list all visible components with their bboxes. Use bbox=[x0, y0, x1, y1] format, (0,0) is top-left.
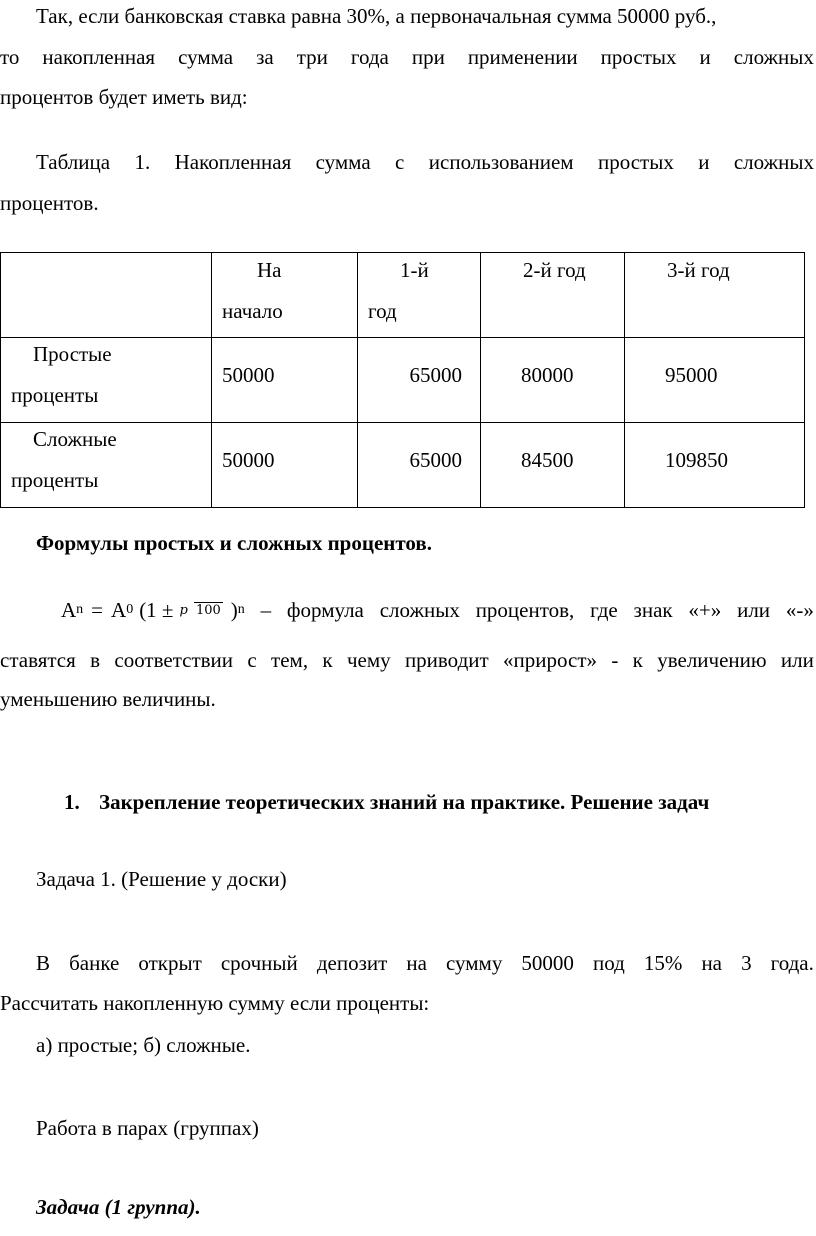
word: простых bbox=[600, 45, 677, 69]
header-empty-cell bbox=[1, 253, 212, 338]
row-label-compound-top: Сложные bbox=[33, 427, 117, 451]
word: ставятся bbox=[0, 648, 76, 672]
task-1-title: Задача 1. (Решение у доски) bbox=[36, 867, 287, 891]
formula-fraction: p 100 bbox=[179, 603, 221, 619]
header-cell-year-1 bbox=[358, 253, 481, 338]
word: использованием bbox=[428, 150, 574, 174]
row-label-simple-bottom: проценты bbox=[11, 383, 99, 407]
word: чему bbox=[346, 648, 391, 672]
formulas-heading: Формулы простых и сложных процентов. bbox=[36, 531, 432, 555]
word: применении bbox=[467, 45, 578, 69]
task-group-1: Задача (1 группа). bbox=[36, 1195, 201, 1219]
row-label-simple-top: Простые bbox=[33, 342, 112, 366]
table-cell: 65000 bbox=[358, 338, 481, 423]
word: сумма bbox=[178, 45, 234, 69]
word: простых bbox=[597, 150, 674, 174]
word: тем, bbox=[271, 648, 309, 672]
word: 1. bbox=[134, 150, 151, 174]
word: года. bbox=[770, 951, 814, 975]
word: то bbox=[0, 45, 20, 69]
table-cell: 84500 bbox=[481, 423, 625, 508]
table-header-row bbox=[1, 253, 805, 338]
word: соответствии bbox=[114, 648, 234, 672]
task-1-line-1 bbox=[36, 953, 814, 974]
word: «+» bbox=[688, 597, 722, 622]
table-cell: 109850 bbox=[625, 423, 805, 508]
word: знак bbox=[633, 597, 673, 622]
header-cell-start bbox=[212, 253, 358, 338]
formula-line bbox=[61, 592, 814, 628]
word: или bbox=[737, 597, 771, 622]
word: банке bbox=[69, 951, 120, 975]
header-year-2: 2-й год bbox=[523, 258, 586, 282]
intro-line-1: Так, если банковская ставка равна 30%, а первоначальная сумма 50000 руб., bbox=[36, 4, 717, 28]
word: при bbox=[411, 45, 445, 69]
row-label-simple bbox=[1, 338, 212, 423]
word: В bbox=[36, 951, 51, 975]
word: 15% bbox=[643, 951, 683, 975]
intro-line-2 bbox=[0, 47, 814, 68]
word: «прирост» bbox=[503, 648, 598, 672]
word: под bbox=[592, 951, 625, 975]
word: – bbox=[260, 597, 272, 622]
word: и bbox=[698, 150, 710, 174]
word: увеличению bbox=[657, 648, 767, 672]
table-caption-line-2: процентов. bbox=[0, 191, 99, 215]
header-year-1-top: 1-й bbox=[400, 258, 429, 282]
word: с bbox=[247, 648, 257, 672]
header-year-3: 3-й год bbox=[667, 258, 730, 282]
section-number: 1. bbox=[64, 790, 80, 814]
word: на bbox=[406, 951, 427, 975]
table-cell: 50000 bbox=[212, 338, 358, 423]
intro-line-3: процентов будет иметь вид: bbox=[0, 85, 248, 109]
header-start-bottom: начало bbox=[222, 299, 283, 323]
task-1-line-3: а) простые; б) сложные. bbox=[36, 1033, 251, 1057]
word: где bbox=[590, 597, 618, 622]
word: сумма bbox=[315, 150, 371, 174]
formula-expression: A n = A 0 (1 ± p 100 ) n bbox=[61, 597, 245, 622]
word: и bbox=[699, 45, 711, 69]
header-cell-year-3 bbox=[625, 253, 805, 338]
word: с bbox=[395, 150, 405, 174]
header-start-top: На bbox=[257, 258, 282, 282]
word: - bbox=[611, 648, 619, 672]
word: 50000 bbox=[521, 951, 574, 975]
word: в bbox=[90, 648, 101, 672]
formula-desc-line-2 bbox=[0, 650, 814, 671]
pairs-work: Работа в парах (группах) bbox=[36, 1116, 259, 1140]
word: процентов, bbox=[475, 597, 575, 622]
table-row-compound bbox=[1, 423, 805, 508]
word: за bbox=[256, 45, 274, 69]
task-1-line-2: Рассчитать накопленную сумму если проценты: bbox=[0, 991, 430, 1015]
accumulated-sum-table bbox=[0, 252, 805, 508]
word: к bbox=[632, 648, 643, 672]
header-year-1-bottom: год bbox=[368, 299, 397, 323]
word: сложных bbox=[733, 150, 814, 174]
word: срочный bbox=[220, 951, 298, 975]
table-cell: 95000 bbox=[625, 338, 805, 423]
word: приводит bbox=[404, 648, 489, 672]
word: 3 bbox=[741, 951, 752, 975]
word: три bbox=[296, 45, 328, 69]
section-title: Закрепление теоретических знаний на практике. Решение задач bbox=[99, 790, 710, 814]
word: к bbox=[322, 648, 333, 672]
table-cell: 65000 bbox=[358, 423, 481, 508]
word: или bbox=[780, 648, 814, 672]
formula-desc-line-3: уменьшению величины. bbox=[0, 687, 216, 711]
table-cell: 80000 bbox=[481, 338, 625, 423]
table-caption-line-1 bbox=[36, 152, 814, 173]
word: «-» bbox=[785, 597, 814, 622]
table-cell: 50000 bbox=[212, 423, 358, 508]
word: сложных bbox=[733, 45, 814, 69]
header-cell-year-2 bbox=[481, 253, 625, 338]
word: открыт bbox=[138, 951, 202, 975]
word: на bbox=[701, 951, 722, 975]
table-row-simple bbox=[1, 338, 805, 423]
word: Накопленная bbox=[174, 150, 292, 174]
word: сложных bbox=[379, 597, 460, 622]
word: года bbox=[350, 45, 389, 69]
word: депозит bbox=[316, 951, 388, 975]
row-label-compound-bottom: проценты bbox=[11, 468, 99, 492]
word: Таблица bbox=[36, 150, 111, 174]
word: сумму bbox=[446, 951, 503, 975]
word: накопленная bbox=[42, 45, 156, 69]
row-label-compound bbox=[1, 423, 212, 508]
word: формула bbox=[286, 597, 364, 622]
